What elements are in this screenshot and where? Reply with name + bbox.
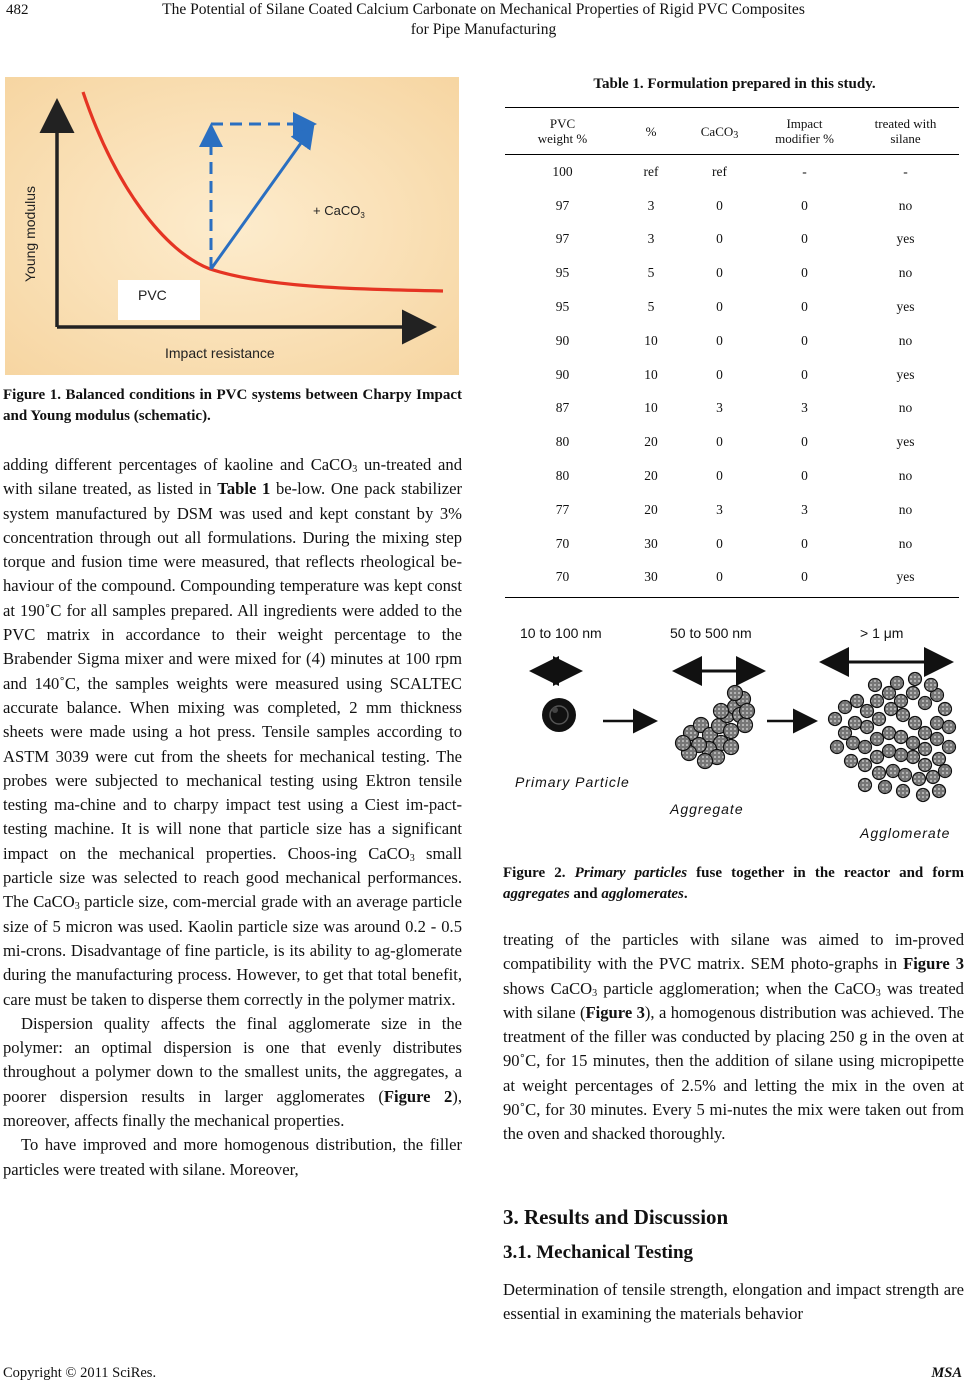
left-paragraph-2: Dispersion quality affects the final agglomerate size in the polymer: an optimal dispersion is one that evenly distributes throughout a polymer down to the smallest units, the aggregates, a poorer dispersion results in larger agglomerates (Figure 2), moreover, affects finally the mechanical properties. <box>3 1013 462 1131</box>
table-cell: yes <box>896 299 915 315</box>
table-cell: 3 <box>647 231 655 247</box>
agglomerate-particle <box>887 765 900 778</box>
agglomerate-particle <box>931 733 944 746</box>
agglomerate-particle <box>897 785 910 798</box>
table-cell: 20 <box>644 434 658 450</box>
section-heading: 3. Results and Discussion <box>503 1205 729 1229</box>
agglomerate-particle <box>913 773 926 786</box>
agglomerate-particle <box>933 785 946 798</box>
agglomerate-particle <box>939 703 952 716</box>
table-cell: 10 <box>644 400 658 416</box>
agglomerate-particle <box>869 679 882 692</box>
table-cell: 10 <box>644 366 658 382</box>
table-cell: 3 <box>647 197 655 213</box>
table-1-reference[interactable]: Table 1 <box>217 479 271 499</box>
aggregate-particle <box>698 754 713 769</box>
agglomerate-particle <box>895 731 908 744</box>
table-body <box>505 155 959 595</box>
agglomerate-particle <box>907 687 920 700</box>
table-row <box>505 324 959 358</box>
table-cell: 0 <box>801 197 808 213</box>
table-cell: 30 <box>644 535 658 551</box>
table-cell: 0 <box>716 434 723 450</box>
table-cell: 70 <box>555 569 570 585</box>
figure-2-reference[interactable]: Figure 2 <box>383 1086 453 1106</box>
table-cell: 30 <box>644 569 658 585</box>
table-bottom-rule <box>505 597 959 598</box>
agglomerate-particle <box>897 709 910 722</box>
left-column-body <box>3 453 462 1182</box>
right-paragraph-1: treating of the particles with silane was aimed to im-proved compatibility with the PVC matrix. SEM photo-graphs in Figure 3 shows CaCO$_3$ particle agglomeration; when the CaCO$_3$ was treated with silane (Figure 3), a homogenous distribution was achieved. The treatment of the filler was conducted by placing 250 g in the oven at 90˚C, for 15 minutes, then the addition of silane using micropipette at weight percentages of 2.5% and letting the mix in the oven at 90˚C, for 30 minutes. Every 5 mi-nutes the mix were taken out from the oven and shacked thoroughly. <box>503 930 965 1144</box>
table-row <box>505 425 959 459</box>
agglomerate-particle <box>943 741 956 754</box>
table-cell: no <box>898 332 913 348</box>
agglomerate-particle <box>839 701 852 714</box>
table-cell: 0 <box>801 366 808 382</box>
agglomerate-particle <box>883 727 896 740</box>
table-row <box>505 358 959 392</box>
table-cell: 95 <box>555 265 570 281</box>
agglomerate-particle <box>907 751 920 764</box>
aggregate-drawing <box>676 686 755 769</box>
agglomerate-particle <box>861 705 874 718</box>
agglomerate-particle <box>933 753 946 766</box>
table-row <box>505 493 959 527</box>
table-cell: 0 <box>801 535 808 551</box>
table-cell: 0 <box>716 265 723 281</box>
figure-1-background <box>5 77 459 375</box>
table-cell: 0 <box>801 231 808 247</box>
table-row <box>505 527 959 561</box>
table-cell: 0 <box>716 535 723 551</box>
table-1-title: Table 1. Formulation prepared in this study. <box>593 76 876 92</box>
agglomerate-particle <box>859 779 872 792</box>
agglomerate-particle <box>943 721 956 734</box>
agglomerate-particle <box>909 717 922 730</box>
agglomerate-particle <box>871 751 884 764</box>
x-axis-label: Impact resistance <box>165 345 275 361</box>
table-cell: ref <box>643 163 659 179</box>
table-cell: 90 <box>555 366 570 382</box>
left-paragraph-1: adding different percentages of kaoline and CaCO$_3$ un-treated and with silane treated, as listed in Table 1 be-low. One pack stabilizer system manufactured by DSM was used and kept constant by 3% concentration through out all formulations. During the mixing step torque and fusion time were measured, that reflects rheological be-haviour of the compound. Compounding temperature was kept const at 190˚C for all samples prepared. All ingredients were added to the PVC matrix in accordance to their weight percentage to the Brabender Sigma mixer and were mixed for (4) minutes at 100 rpm and 140˚C, the samples weights were measured using SCALTEC accurate balance. When mixing was completed, 2 mm thickness sheets were made using a hot press. Tensile samples according to ASTM 3039 were cut from the sheets for mechanical testing. The probes were subjected to mechanical testing using Ektron tensile testing ma-chine and to charpy impact test using a Ciest im-pact-testing machine. It is will none that particle size has a significant impact on the mechanical properties. Choos-ing CaCO$_3$ small particle size was selected to reach good mechanical performances. The CaCO$_3$ particle size, com-mercial grade with an average particle size of 5 micron was used. Kaolin particle size was around 0.2 - 0.5 mi-crons. Disadvantage of fine particle, is its ability to ag-glomerate during the manufacturing process. However, to get that total benefit, care must be taken to disperse them correctly in the polymer matrix. <box>3 455 462 1009</box>
header-pvc-weight: PVC weight % <box>505 108 620 155</box>
agglomerate-particle <box>919 759 932 772</box>
table-cell: 0 <box>801 569 808 585</box>
agglomerate-particle <box>939 765 952 778</box>
table-cell: 0 <box>716 197 723 213</box>
table-cell: 90 <box>555 332 570 348</box>
table-cell: no <box>898 468 913 484</box>
aggregate-particle <box>676 736 691 751</box>
aggregate-particle <box>728 686 743 701</box>
page-number: 482 <box>6 2 29 18</box>
agglomerate-particle <box>919 727 932 740</box>
agglomerate-particle <box>847 737 860 750</box>
figure-1 <box>5 77 459 375</box>
table-cell: yes <box>896 569 915 585</box>
agglomerate-particle <box>829 713 842 726</box>
agglomerate-particle <box>861 721 874 734</box>
left-paragraph-3: To have improved and more homogenous distribution, the filler particles were treated with silane. Moreover, <box>3 1135 462 1179</box>
running-title-line2: for Pipe Manufacturing <box>410 21 557 38</box>
aggregate-particle <box>724 740 739 755</box>
figure-3-reference-2[interactable]: Figure 3 <box>585 1002 645 1022</box>
agglomerate-particle <box>925 679 938 692</box>
table-row <box>505 189 959 223</box>
copyright-footer: Copyright © 2011 SciRes. <box>3 1365 157 1381</box>
size-label-aggregate: 50 to 500 nm <box>670 625 752 641</box>
table-cell: 100 <box>552 163 573 179</box>
agglomerate-particle <box>907 737 920 750</box>
table-cell: 95 <box>555 299 570 315</box>
table-cell: no <box>898 197 913 213</box>
agglomerate-particle <box>859 741 872 754</box>
table-row <box>505 459 959 493</box>
formulation-table <box>505 108 959 594</box>
table-cell: 0 <box>801 299 808 315</box>
table-cell: 0 <box>716 299 723 315</box>
label-agglomerate: Agglomerate <box>860 825 951 841</box>
table-cell: 0 <box>716 569 723 585</box>
agglomerate-particle <box>873 713 886 726</box>
agglomerate-particle <box>859 759 872 772</box>
table-cell: - <box>802 163 807 179</box>
table-cell: 0 <box>716 231 723 247</box>
agglomerate-particle <box>895 749 908 762</box>
table-cell: 0 <box>801 468 808 484</box>
header-silane-treated: treated with silane <box>852 108 959 155</box>
size-label-primary: 10 to 100 nm <box>520 625 602 641</box>
table-cell: no <box>898 265 913 281</box>
agglomerate-particle <box>873 767 886 780</box>
table-cell: - <box>903 163 908 179</box>
table-cell: no <box>898 535 913 551</box>
header-impact-modifier: Impact modifier % <box>757 108 852 155</box>
agglomerate-particle <box>917 789 930 802</box>
agglomerate-particle <box>891 677 904 690</box>
table-cell: 0 <box>716 332 723 348</box>
agglomerate-particle <box>849 717 862 730</box>
figure-1-caption: Figure 1. Balanced conditions in PVC systems between Charpy Impact and Young modulus (schematic). <box>3 387 462 424</box>
table-cell: 3 <box>716 501 723 517</box>
agglomerate-particle <box>845 755 858 768</box>
table-cell: 20 <box>644 501 658 517</box>
label-aggregate: Aggregate <box>670 801 744 817</box>
header-percent: % <box>620 108 682 155</box>
caco3-label: + CaCO$_3$ <box>313 203 365 220</box>
agglomerate-particle <box>927 771 940 784</box>
figure-2-caption: Figure 2. Primary particles fuse together in the reactor and form aggregates and agglomerates. <box>503 865 965 902</box>
size-label-agglomerate: > 1 μm <box>860 625 904 641</box>
agglomerate-drawing <box>829 673 956 802</box>
aggregate-particle <box>714 704 729 719</box>
table-cell: 87 <box>555 400 570 416</box>
table-row <box>505 561 959 595</box>
table-cell: 77 <box>555 501 570 517</box>
table-cell: 0 <box>716 366 723 382</box>
figure-3-reference-1[interactable]: Figure 3 <box>903 954 964 974</box>
table-cell: 97 <box>555 231 570 247</box>
table-cell: yes <box>896 366 915 382</box>
agglomerate-particle <box>885 703 898 716</box>
table-cell: 5 <box>647 265 655 281</box>
aggregate-particle <box>724 724 739 739</box>
right-column-body <box>503 928 964 1147</box>
table-cell: 3 <box>716 400 723 416</box>
agglomerate-particle <box>879 781 892 794</box>
running-title <box>0 0 967 40</box>
agglomerate-particle <box>851 695 864 708</box>
table-cell: 0 <box>801 332 808 348</box>
agglomerate-particle <box>883 745 896 758</box>
y-axis-label: Young modulus <box>22 185 38 282</box>
table-cell: yes <box>896 231 915 247</box>
figure-2-schematic <box>505 615 964 845</box>
table-cell: 20 <box>644 468 658 484</box>
table-cell: 10 <box>644 332 658 348</box>
table-row <box>505 256 959 290</box>
running-title-line1: The Potential of Silane Coated Calcium Carbonate on Mechanical Properties of Rigid PVC Composites <box>162 1 805 18</box>
pvc-label: PVC <box>138 287 167 303</box>
label-primary-particle: Primary Particle <box>515 774 630 790</box>
agglomerate-particle <box>919 697 932 710</box>
table-cell: 97 <box>555 197 570 213</box>
table-cell: no <box>898 400 913 416</box>
table-cell: 3 <box>801 400 808 416</box>
table-cell: 0 <box>716 468 723 484</box>
table-row <box>505 290 959 324</box>
table-cell: yes <box>896 434 915 450</box>
primary-particle-drawing <box>542 698 576 732</box>
table-cell: 0 <box>801 434 808 450</box>
table-cell: 5 <box>647 299 655 315</box>
agglomerate-particle <box>909 673 922 686</box>
table-cell: 70 <box>555 535 570 551</box>
agglomerate-particle <box>871 733 884 746</box>
table-cell: 3 <box>801 501 808 517</box>
agglomerate-particle <box>899 769 912 782</box>
aggregate-particle <box>738 718 753 733</box>
table-cell: 80 <box>555 434 570 450</box>
agglomerate-particle <box>871 695 884 708</box>
subsection-heading: 3.1. Mechanical Testing <box>503 1242 694 1263</box>
table-row <box>505 155 959 189</box>
table-header-row <box>505 108 959 155</box>
agglomerate-particle <box>931 717 944 730</box>
table-cell: 80 <box>555 468 570 484</box>
table-row <box>505 223 959 257</box>
right-paragraph-2: Determination of tensile strength, elongation and impact strength are essential in examining the materials behavior <box>503 1280 964 1324</box>
figure-1-schematic <box>5 77 459 375</box>
table-row <box>505 392 959 426</box>
figure-2 <box>505 615 964 845</box>
agglomerate-particle <box>919 743 932 756</box>
agglomerate-particle <box>831 741 844 754</box>
header-caco3: CaCO$_3$ <box>682 108 757 155</box>
aggregate-particle <box>740 704 755 719</box>
table-cell: ref <box>712 163 727 179</box>
journal-footer: MSA <box>931 1365 962 1381</box>
table-cell: no <box>898 501 913 517</box>
table-cell: 0 <box>801 265 808 281</box>
